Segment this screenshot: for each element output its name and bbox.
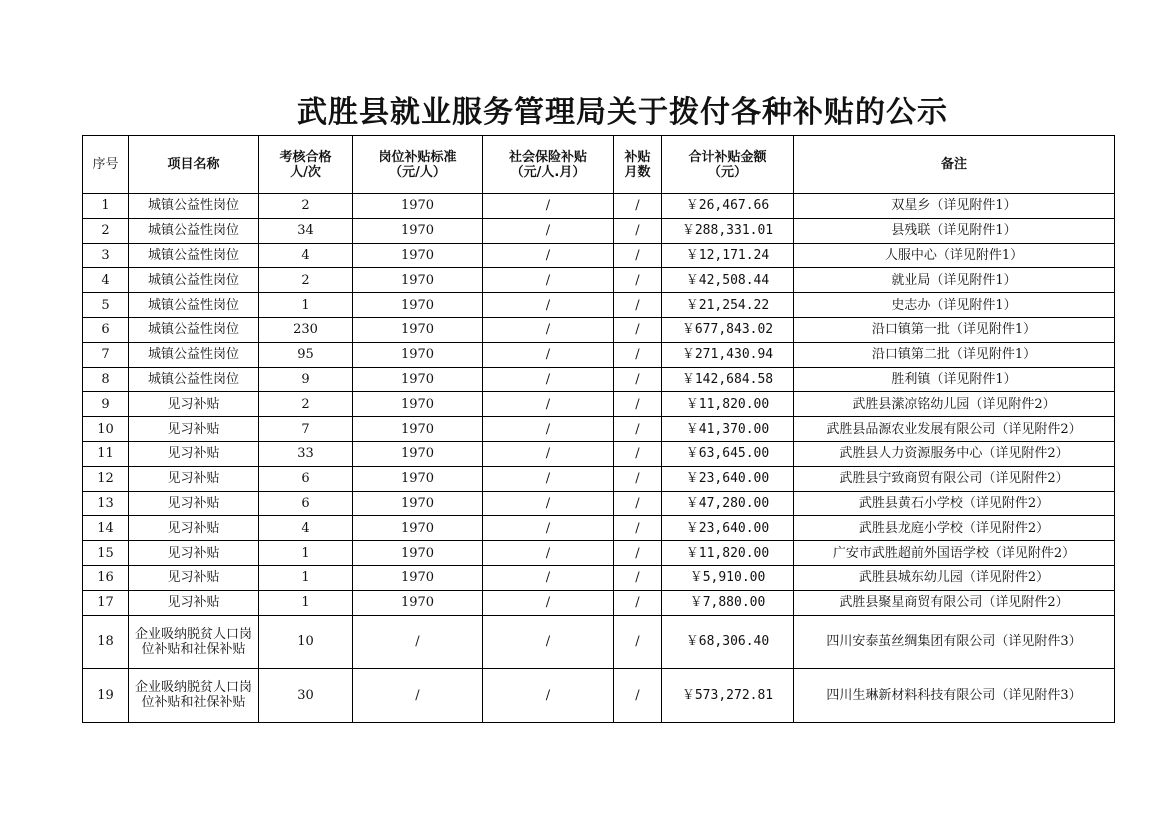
table-row <box>83 392 1115 417</box>
cell-months: / <box>614 590 662 615</box>
cell-note: 武胜县品源农业发展有限公司（详见附件2） <box>794 417 1115 442</box>
cell-count: 6 <box>259 491 353 516</box>
cell-standard: 1970 <box>353 243 483 268</box>
table-row <box>83 565 1115 590</box>
cell-note: 胜利镇（详见附件1） <box>794 367 1115 392</box>
cell-count: 33 <box>259 441 353 466</box>
header-insurance: 社会保险补贴 （元/人.月） <box>483 136 614 194</box>
cell-standard: 1970 <box>353 491 483 516</box>
cell-months: / <box>614 441 662 466</box>
cell-count: 1 <box>259 541 353 566</box>
table-row <box>83 615 1115 669</box>
cell-no: 15 <box>83 541 129 566</box>
cell-insurance: / <box>483 441 614 466</box>
cell-insurance: / <box>483 367 614 392</box>
cell-months: / <box>614 491 662 516</box>
cell-note: 县残联（详见附件1） <box>794 218 1115 243</box>
cell-item: 城镇公益性岗位 <box>129 293 259 318</box>
cell-note: 双星乡（详见附件1） <box>794 194 1115 219</box>
table-row <box>83 669 1115 723</box>
table-row <box>83 218 1115 243</box>
header-count: 考核合格 人/次 <box>259 136 353 194</box>
cell-standard: 1970 <box>353 342 483 367</box>
table-row <box>83 243 1115 268</box>
cell-item: 企业吸纳脱贫人口岗位补贴和社保补贴 <box>129 669 259 723</box>
cell-item: 城镇公益性岗位 <box>129 194 259 219</box>
cell-count: 4 <box>259 516 353 541</box>
cell-standard: 1970 <box>353 516 483 541</box>
cell-insurance: / <box>483 218 614 243</box>
cell-no: 17 <box>83 590 129 615</box>
cell-count: 1 <box>259 565 353 590</box>
cell-months: / <box>614 565 662 590</box>
cell-total: ￥271,430.94 <box>662 342 794 367</box>
page-title: 武胜县就业服务管理局关于拨付各种补贴的公示 <box>297 95 948 130</box>
cell-insurance: / <box>483 466 614 491</box>
table-row <box>83 194 1115 219</box>
cell-no: 3 <box>83 243 129 268</box>
cell-note: 就业局（详见附件1） <box>794 268 1115 293</box>
table-row <box>83 367 1115 392</box>
cell-total: ￥7,880.00 <box>662 590 794 615</box>
cell-item: 城镇公益性岗位 <box>129 342 259 367</box>
table-row <box>83 342 1115 367</box>
table-row <box>83 417 1115 442</box>
cell-standard: / <box>353 615 483 669</box>
cell-note: 广安市武胜超前外国语学校（详见附件2） <box>794 541 1115 566</box>
cell-count: 2 <box>259 268 353 293</box>
table-row <box>83 268 1115 293</box>
header-total: 合计补贴金额 （元） <box>662 136 794 194</box>
cell-count: 34 <box>259 218 353 243</box>
cell-months: / <box>614 268 662 293</box>
cell-standard: 1970 <box>353 590 483 615</box>
cell-months: / <box>614 615 662 669</box>
cell-standard: 1970 <box>353 441 483 466</box>
cell-insurance: / <box>483 392 614 417</box>
cell-no: 2 <box>83 218 129 243</box>
cell-no: 4 <box>83 268 129 293</box>
cell-months: / <box>614 218 662 243</box>
cell-note: 武胜县潆凉铭幼儿园（详见附件2） <box>794 392 1115 417</box>
cell-total: ￥573,272.81 <box>662 669 794 723</box>
cell-months: / <box>614 466 662 491</box>
cell-note: 史志办（详见附件1） <box>794 293 1115 318</box>
cell-insurance: / <box>483 194 614 219</box>
cell-item: 城镇公益性岗位 <box>129 268 259 293</box>
cell-insurance: / <box>483 293 614 318</box>
cell-standard: 1970 <box>353 541 483 566</box>
cell-months: / <box>614 541 662 566</box>
cell-note: 四川安泰茧丝绸集团有限公司（详见附件3） <box>794 615 1115 669</box>
cell-note: 武胜县宁致商贸有限公司（详见附件2） <box>794 466 1115 491</box>
cell-insurance: / <box>483 317 614 342</box>
cell-total: ￥26,467.66 <box>662 194 794 219</box>
table-row <box>83 317 1115 342</box>
cell-insurance: / <box>483 243 614 268</box>
cell-months: / <box>614 392 662 417</box>
cell-standard: 1970 <box>353 392 483 417</box>
cell-no: 9 <box>83 392 129 417</box>
cell-insurance: / <box>483 417 614 442</box>
cell-no: 18 <box>83 615 129 669</box>
cell-count: 1 <box>259 590 353 615</box>
cell-insurance: / <box>483 342 614 367</box>
cell-total: ￥42,508.44 <box>662 268 794 293</box>
cell-note: 沿口镇第一批（详见附件1） <box>794 317 1115 342</box>
cell-item: 城镇公益性岗位 <box>129 243 259 268</box>
cell-standard: 1970 <box>353 218 483 243</box>
cell-count: 230 <box>259 317 353 342</box>
cell-standard: 1970 <box>353 565 483 590</box>
cell-note: 武胜县人力资源服务中心（详见附件2） <box>794 441 1115 466</box>
cell-item: 见习补贴 <box>129 417 259 442</box>
cell-months: / <box>614 342 662 367</box>
cell-no: 12 <box>83 466 129 491</box>
table-row <box>83 516 1115 541</box>
cell-note: 四川生琳新材料科技有限公司（详见附件3） <box>794 669 1115 723</box>
cell-total: ￥23,640.00 <box>662 516 794 541</box>
cell-standard: 1970 <box>353 268 483 293</box>
cell-item: 见习补贴 <box>129 565 259 590</box>
cell-months: / <box>614 417 662 442</box>
cell-note: 人服中心（详见附件1） <box>794 243 1115 268</box>
cell-total: ￥41,370.00 <box>662 417 794 442</box>
header-note: 备注 <box>794 136 1115 194</box>
cell-item: 见习补贴 <box>129 516 259 541</box>
cell-no: 5 <box>83 293 129 318</box>
cell-insurance: / <box>483 541 614 566</box>
cell-no: 1 <box>83 194 129 219</box>
cell-months: / <box>614 293 662 318</box>
cell-count: 10 <box>259 615 353 669</box>
cell-standard: 1970 <box>353 466 483 491</box>
cell-count: 6 <box>259 466 353 491</box>
cell-item: 见习补贴 <box>129 590 259 615</box>
header-row <box>83 136 1115 194</box>
cell-item: 见习补贴 <box>129 441 259 466</box>
cell-insurance: / <box>483 615 614 669</box>
cell-total: ￥11,820.00 <box>662 392 794 417</box>
cell-item: 见习补贴 <box>129 466 259 491</box>
cell-total: ￥23,640.00 <box>662 466 794 491</box>
cell-total: ￥68,306.40 <box>662 615 794 669</box>
subsidy-table <box>82 135 1115 723</box>
cell-item: 见习补贴 <box>129 392 259 417</box>
cell-total: ￥11,820.00 <box>662 541 794 566</box>
cell-no: 11 <box>83 441 129 466</box>
cell-months: / <box>614 669 662 723</box>
table-row <box>83 441 1115 466</box>
cell-total: ￥63,645.00 <box>662 441 794 466</box>
cell-item: 城镇公益性岗位 <box>129 218 259 243</box>
cell-total: ￥288,331.01 <box>662 218 794 243</box>
cell-count: 2 <box>259 392 353 417</box>
cell-count: 4 <box>259 243 353 268</box>
table-row <box>83 541 1115 566</box>
cell-note: 沿口镇第二批（详见附件1） <box>794 342 1115 367</box>
cell-insurance: / <box>483 491 614 516</box>
header-standard: 岗位补贴标准 （元/人） <box>353 136 483 194</box>
header-no: 序号 <box>83 136 129 194</box>
cell-insurance: / <box>483 669 614 723</box>
cell-months: / <box>614 516 662 541</box>
cell-no: 19 <box>83 669 129 723</box>
cell-standard: / <box>353 669 483 723</box>
cell-insurance: / <box>483 516 614 541</box>
cell-standard: 1970 <box>353 417 483 442</box>
cell-months: / <box>614 317 662 342</box>
cell-standard: 1970 <box>353 317 483 342</box>
table-row <box>83 590 1115 615</box>
table-row <box>83 293 1115 318</box>
cell-no: 10 <box>83 417 129 442</box>
cell-item: 城镇公益性岗位 <box>129 317 259 342</box>
cell-note: 武胜县聚星商贸有限公司（详见附件2） <box>794 590 1115 615</box>
cell-item: 城镇公益性岗位 <box>129 367 259 392</box>
cell-no: 6 <box>83 317 129 342</box>
cell-total: ￥47,280.00 <box>662 491 794 516</box>
cell-standard: 1970 <box>353 194 483 219</box>
cell-months: / <box>614 367 662 392</box>
cell-total: ￥21,254.22 <box>662 293 794 318</box>
cell-insurance: / <box>483 268 614 293</box>
header-months: 补贴 月数 <box>614 136 662 194</box>
cell-no: 16 <box>83 565 129 590</box>
cell-count: 2 <box>259 194 353 219</box>
table-row <box>83 491 1115 516</box>
cell-count: 30 <box>259 669 353 723</box>
cell-insurance: / <box>483 565 614 590</box>
cell-no: 14 <box>83 516 129 541</box>
cell-count: 1 <box>259 293 353 318</box>
cell-count: 7 <box>259 417 353 442</box>
cell-count: 9 <box>259 367 353 392</box>
cell-total: ￥142,684.58 <box>662 367 794 392</box>
cell-item: 企业吸纳脱贫人口岗位补贴和社保补贴 <box>129 615 259 669</box>
cell-months: / <box>614 194 662 219</box>
cell-no: 8 <box>83 367 129 392</box>
header-item: 项目名称 <box>129 136 259 194</box>
cell-total: ￥677,843.02 <box>662 317 794 342</box>
cell-note: 武胜县龙庭小学校（详见附件2） <box>794 516 1115 541</box>
cell-count: 95 <box>259 342 353 367</box>
cell-total: ￥5,910.00 <box>662 565 794 590</box>
cell-note: 武胜县黄石小学校（详见附件2） <box>794 491 1115 516</box>
cell-months: / <box>614 243 662 268</box>
cell-standard: 1970 <box>353 367 483 392</box>
cell-note: 武胜县城东幼儿园（详见附件2） <box>794 565 1115 590</box>
cell-no: 13 <box>83 491 129 516</box>
cell-no: 7 <box>83 342 129 367</box>
cell-total: ￥12,171.24 <box>662 243 794 268</box>
cell-item: 见习补贴 <box>129 491 259 516</box>
table-row <box>83 466 1115 491</box>
cell-item: 见习补贴 <box>129 541 259 566</box>
cell-insurance: / <box>483 590 614 615</box>
cell-standard: 1970 <box>353 293 483 318</box>
